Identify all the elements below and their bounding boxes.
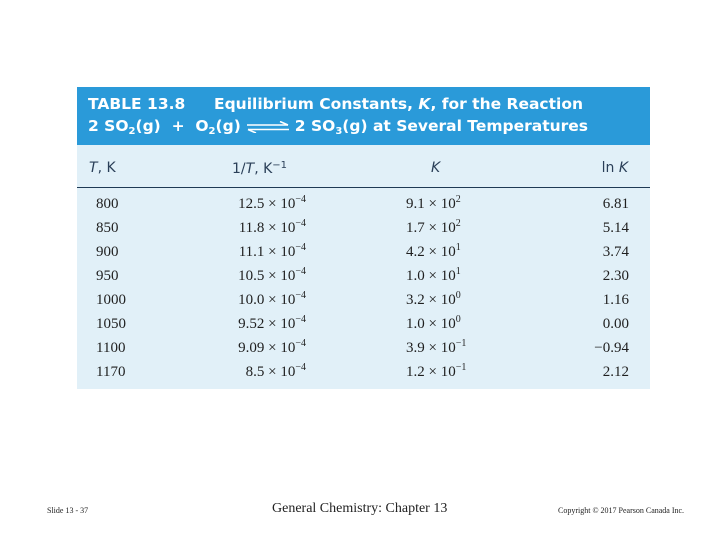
cell-temperature: 950 [96,268,119,284]
cell-inverse-temperature: $11.8 \times 10^{-4}$ [238,218,306,236]
cell-temperature: 1050 [96,316,126,332]
course-title: General Chemistry: Chapter 13 [272,501,448,516]
table-header [77,87,650,145]
reactant-2-state: (g) [215,117,241,135]
reactant-1-sub: 2 [128,126,136,137]
reactant-2-sub: 2 [208,126,216,137]
table-number: TABLE 13.8 [88,95,186,113]
copyright-notice: Copyright © 2017 Pearson Canada Inc. [558,506,685,515]
cell-k: $1.0 \times 10^0$ [406,314,461,332]
column-header-k: K [431,160,441,176]
reactant-1: 2 SO [88,117,129,135]
cell-k: $9.1 \times 10^2$ [406,194,461,212]
cell-ln-k: 1.16 [602,292,629,308]
equilibrium-table [77,87,650,389]
cell-temperature: 850 [96,220,119,236]
cell-ln-k: 6.81 [602,196,629,212]
column-header-ln-k: ln K [601,160,628,176]
cell-inverse-temperature: $12.5 \times 10^{-4}$ [238,194,306,212]
cell-temperature: 800 [96,196,119,212]
cell-k: $3.9 \times 10^{-1}$ [406,338,467,356]
cell-ln-k: 3.74 [602,244,629,260]
column-header-temperature: T, K [89,160,116,176]
cell-temperature: 1000 [96,292,126,308]
cell-k: $1.0 \times 10^1$ [406,266,461,284]
product-sub: 3 [335,126,343,137]
slide-number: Slide 13 - 37 [47,506,89,515]
cell-ln-k: 5.14 [602,220,629,236]
title-pre: Equilibrium Constants, [214,95,414,113]
cell-inverse-temperature: $11.1 \times 10^{-4}$ [238,242,306,260]
cell-inverse-temperature: $9.52 \times 10^{-4}$ [238,314,306,332]
cell-k: $3.2 \times 10^0$ [406,290,461,308]
product-state: (g) at Several Temperatures [342,117,589,135]
cell-k: $4.2 \times 10^1$ [406,242,461,260]
cell-inverse-temperature: $8.5 \times 10^{-4}$ [245,362,306,380]
header-divider [77,187,650,188]
equilibrium-arrow-icon [246,121,290,133]
cell-ln-k: −0.94 [594,340,629,356]
cell-k: $1.2 \times 10^{-1}$ [406,362,467,380]
cell-k: $1.7 \times 10^2$ [406,218,461,236]
plus-sign: + [171,117,185,135]
cell-temperature: 1170 [96,364,126,380]
product: 2 SO [294,117,336,135]
reaction-equation [88,117,588,137]
cell-temperature: 900 [96,244,119,260]
title-post: , for the Reaction [430,95,584,113]
cell-temperature: 1100 [96,340,126,356]
column-header-inverse-temperature: 1/T, $K^{-1}$ [232,160,288,177]
cell-inverse-temperature: $10.5 \times 10^{-4}$ [238,266,306,284]
cell-inverse-temperature: $10.0 \times 10^{-4}$ [238,290,306,308]
reactant-2: O [195,117,209,135]
cell-ln-k: 2.30 [602,268,629,284]
reactant-1-state: (g) [135,117,161,135]
cell-ln-k: 2.12 [602,364,629,380]
cell-ln-k: 0.00 [602,316,629,332]
table-title [88,95,583,113]
cell-inverse-temperature: $9.09 \times 10^{-4}$ [238,338,306,356]
title-k: K [418,95,431,113]
